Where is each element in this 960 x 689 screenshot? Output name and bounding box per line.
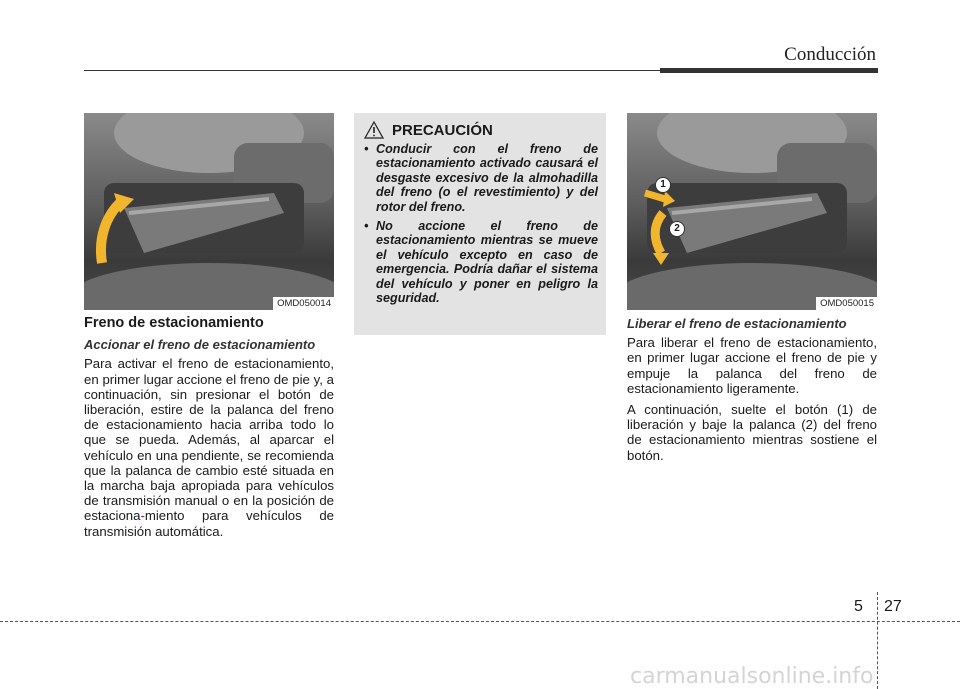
page-number: 27 xyxy=(884,598,902,615)
caution-title: PRECAUCIÓN xyxy=(392,121,493,139)
header-rule-accent xyxy=(660,68,878,73)
photo-parking-brake-apply xyxy=(84,113,334,310)
caution-list xyxy=(364,142,598,305)
footer-rule xyxy=(0,621,960,622)
photo-code: OMD050014 xyxy=(273,297,334,310)
chapter-number: 5 xyxy=(854,598,863,615)
section-title: Freno de estacionamiento xyxy=(84,315,264,331)
paragraph-apply-end: miento para vehículos de transmisión automática. xyxy=(84,508,334,539)
caution-header xyxy=(364,121,598,139)
caution-item: • No accione el freno de estacionamiento mientras se mueve el vehículo excepto en caso de emergencia. Podría dañar el sistema del vehículo y poner en peligro la seguridad. xyxy=(364,219,598,306)
caution-item: • Conducir con el freno de estacionamiento activado causará el desgaste excesivo de la almohadilla del freno (o el revestimiento) y del rotor del freno. xyxy=(364,142,598,214)
subheading-apply: Accionar el freno de estacionamiento xyxy=(84,337,316,353)
bullet-icon: • xyxy=(364,142,369,156)
footer-divider xyxy=(877,592,878,689)
paragraph-apply xyxy=(84,356,334,538)
paragraph-release-2: A continuación, suelte el botón (1) de liberación y baje la palanca (2) del freno de estacionamiento mientras sostiene el botón. xyxy=(627,402,877,463)
arrow-down-icon xyxy=(653,253,669,265)
subheading-release: Liberar el freno de estacionamiento xyxy=(627,316,847,331)
console-illustration xyxy=(627,113,877,310)
photo-code: OMD050015 xyxy=(816,297,877,310)
console-illustration xyxy=(84,113,334,310)
caution-box xyxy=(354,113,606,335)
watermark: carmanualsonline.info xyxy=(630,664,874,689)
marker-1: 1 xyxy=(655,177,671,193)
header-rule xyxy=(84,70,660,71)
hyphen: - xyxy=(140,508,145,524)
marker-2: 2 xyxy=(669,221,685,237)
paragraph-apply-main: Para activar el freno de estacionamiento, en primer lugar accione el freno de pie y, a continuación, sin presionar el botón de liberación, estire de la palanca del freno de estacionamiento hacia arriba todo lo que se pueda. Además, al aparcar el vehículo en una pendiente, se recomienda que la palanca de cambio esté situada en la marcha baja apropiada para vehículos de transmisión manual o en la posición de estaciona xyxy=(84,356,334,524)
right-column xyxy=(627,316,877,469)
paragraph-release-1: Para liberar el freno de estacionamiento, en primer lugar accione el freno de pie y empuje la palanca del freno de estacionamiento ligeramente. xyxy=(627,335,877,396)
warning-triangle-icon xyxy=(364,121,384,139)
left-column xyxy=(84,316,334,545)
photo-parking-brake-release xyxy=(627,113,877,310)
bullet-icon: • xyxy=(364,219,369,234)
chapter-title: Conducción xyxy=(784,44,876,65)
